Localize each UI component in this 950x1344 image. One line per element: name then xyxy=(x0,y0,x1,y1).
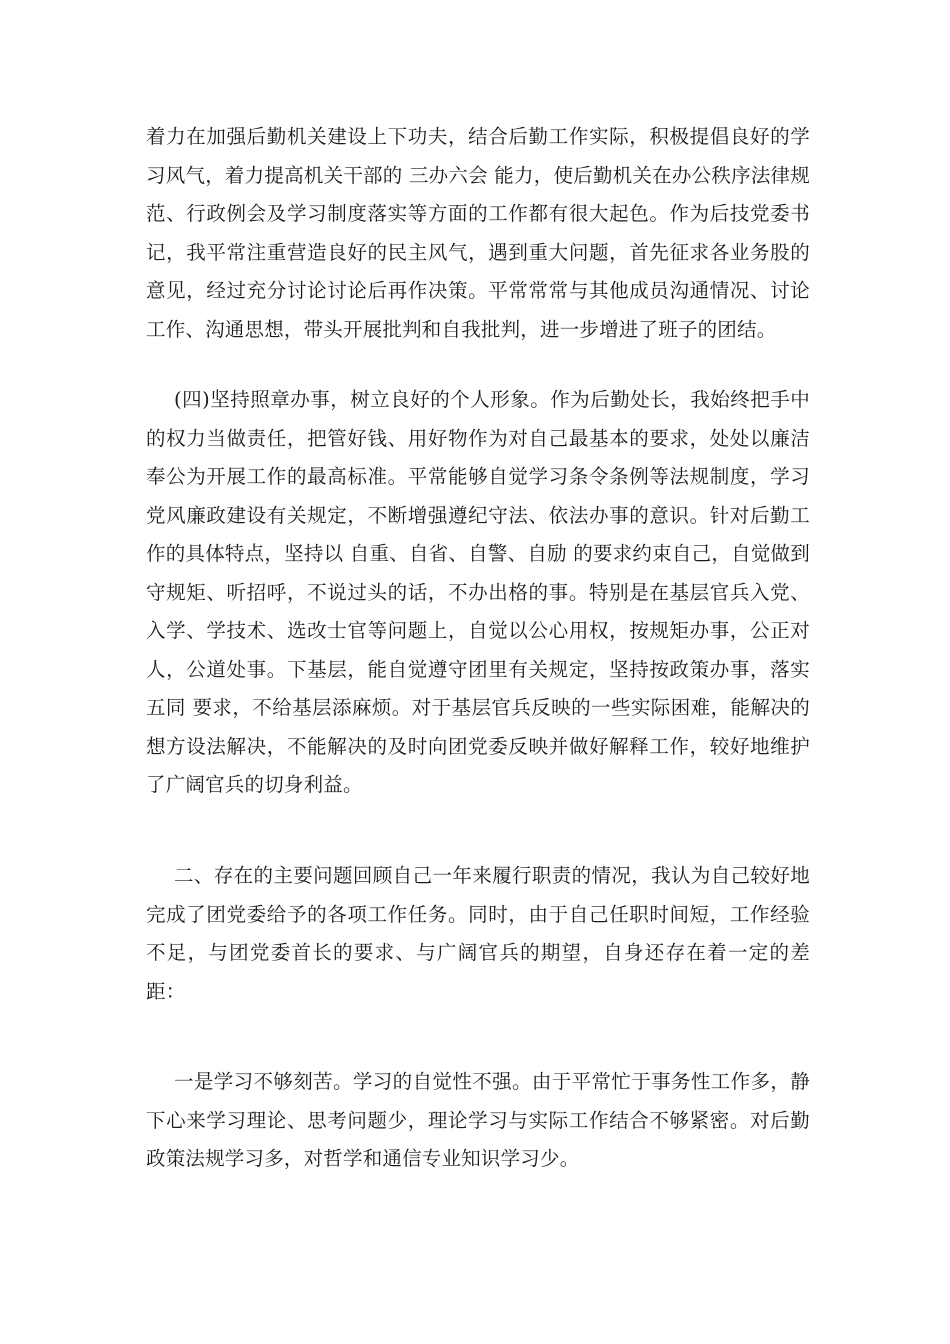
paragraph-main-problems: 二、存在的主要问题回顾自己一年来履行职责的情况，我认为自己较好地完成了团党委给予的各项工作任务。同时，由于自己任职时间短，工作经验不足，与团党委首长的要求、与广阔官兵的期望，自身还存在着一定的差距： xyxy=(146,864,810,1003)
paragraph-section-four: (四)坚持照章办事，树立良好的个人形象。作为后勤处长，我始终把手中的权力当做责任，把管好钱、用好物作为对自己最基本的要求，处处以廉洁奉公为开展工作的最高标准。平常能够自觉学习条令条例等法规制度，学习党风廉政建设有关规定，不断增强遵纪守法、依法办事的意识。针对后勤工作的具体特点，坚持以 自重、自省、自警、自励 的要求约束自己，自觉做到守规矩、听招呼，不说过头的话，不办出格的事。特别是在基层官兵入党、入学、学技术、选改士官等问题上，自觉以公心用权，按规矩办事，公正对人，公道处事。下基层，能自觉遵守团里有关规定，坚持按政策办事，落实 五同 要求，不给基层添麻烦。对于基层官兵反映的一些实际困难，能解决的想方设法解决，不能解决的及时向团党委反映并做好解释工作，较好地维护了广阔官兵的切身利益。 xyxy=(146,388,810,796)
paragraph-problem-one: 一是学习不够刻苦。学习的自觉性不强。由于平常忙于事务性工作多，静下心来学习理论、思考问题少，理论学习与实际工作结合不够紧密。对后勤政策法规学习多，对哲学和通信专业知识学习少。 xyxy=(146,1070,810,1170)
paragraph-continuation: 着力在加强后勤机关建设上下功夫，结合后勤工作实际，积极提倡良好的学习风气，着力提高机关干部的 三办六会 能力，使后勤机关在办公秩序法律规范、行政例会及学习制度落实等方面的工作都有很大起色。作为后技党委书记，我平常注重营造良好的民主风气，遇到重大问题，首先征求各业务股的意见，经过充分讨论讨论后再作决策。平常常常与其他成员沟通情况、讨论工作、沟通思想，带头开展批判和自我批判，进一步增进了班子的团结。 xyxy=(146,125,810,341)
